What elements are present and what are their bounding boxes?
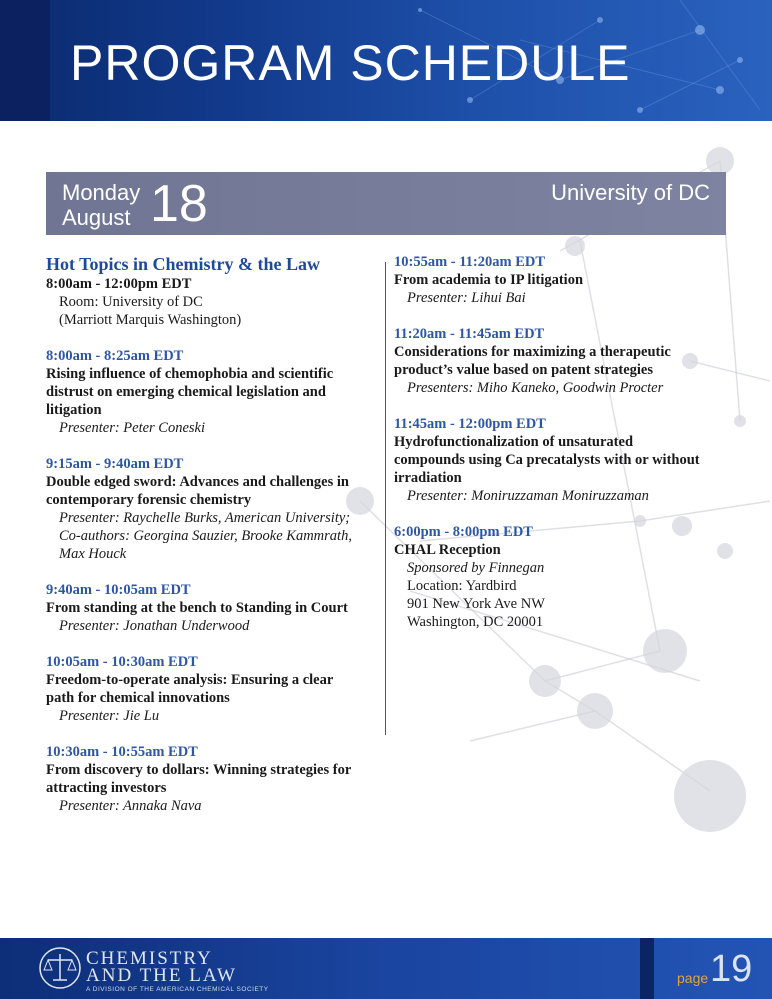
reception-location: Location: Yardbird <box>407 578 517 594</box>
scales-logo-icon <box>38 946 82 990</box>
talk-presenter: Presenter: Jonathan Underwood <box>59 618 250 634</box>
date-month: August <box>62 205 131 230</box>
talk-time: 11:45am - 12:00pm EDT <box>394 416 546 432</box>
talk-presenter: Presenter: Jie Lu <box>59 708 160 724</box>
schedule-right-column <box>394 253 734 631</box>
talk-time: 11:20am - 11:45am EDT <box>394 326 545 342</box>
talk-title: distrust on emerging chemical legislation and <box>46 384 326 400</box>
talk-title: litigation <box>46 402 102 418</box>
talk-presenter: Presenters: Miho Kaneko, Goodwin Procter <box>407 380 664 396</box>
talk-title: Freedom-to-operate analysis: Ensuring a clear <box>46 672 334 688</box>
talk-title: product’s value based on patent strategies <box>394 362 653 378</box>
logo-text-chemistry: CHEMISTRY <box>86 948 213 969</box>
talk-time: 9:15am - 9:40am EDT <box>46 456 184 472</box>
talk-presenter: Max Houck <box>59 546 127 562</box>
reception-sponsor: Sponsored by Finnegan <box>407 560 545 576</box>
talk-time: 10:05am - 10:30am EDT <box>46 654 198 670</box>
talk-presenter: Presenter: Annaka Nava <box>59 798 202 814</box>
talk-item <box>46 347 381 437</box>
talk-title: Considerations for maximizing a therapeutic <box>394 344 671 360</box>
talk-item <box>46 743 381 815</box>
talk-item <box>394 325 734 397</box>
talk-title: attracting investors <box>46 780 167 796</box>
session-time: 8:00am - 12:00pm EDT <box>46 276 192 292</box>
talk-title: irradiation <box>394 470 462 486</box>
page-footer <box>0 938 772 999</box>
reception-item <box>394 523 734 631</box>
talk-presenter: Presenter: Peter Coneski <box>59 420 206 436</box>
talk-title: contemporary forensic chemistry <box>46 492 252 508</box>
schedule-left-column <box>46 253 381 815</box>
date-weekday: Monday <box>62 180 141 205</box>
talk-title: Rising influence of chemophobia and scientific <box>46 366 334 382</box>
date-banner <box>46 172 726 235</box>
page-title: PROGRAM SCHEDULE <box>70 35 631 91</box>
talk-presenter: Presenter: Raychelle Burks, American University; <box>59 510 351 526</box>
talk-title: From discovery to dollars: Winning strategies for <box>46 762 352 778</box>
talk-presenter: Presenter: Lihui Bai <box>407 290 526 306</box>
talk-title: path for chemical innovations <box>46 690 230 706</box>
page-label: page <box>677 970 709 986</box>
talk-item <box>46 581 381 635</box>
talk-item <box>394 415 734 505</box>
session-room-detail: (Marriott Marquis Washington) <box>59 312 242 328</box>
talk-presenter: Co-authors: Georgina Sauzier, Brooke Kammrath, <box>59 528 352 544</box>
talk-time: 10:55am - 11:20am EDT <box>394 254 546 270</box>
session-title: Hot Topics in Chemistry & the Law <box>46 254 321 274</box>
footer-accent-block <box>640 938 654 999</box>
talk-item <box>46 653 381 725</box>
reception-title: CHAL Reception <box>394 542 501 558</box>
talk-item <box>394 253 734 307</box>
logo-text-division: A DIVISION OF THE AMERICAN CHEMICAL SOCIETY <box>86 986 269 993</box>
talk-title: Double edged sword: Advances and challenges in <box>46 474 349 490</box>
talk-title: From academia to IP litigation <box>394 272 584 288</box>
page-number: 19 <box>710 948 753 990</box>
talk-time: 9:40am - 10:05am EDT <box>46 582 191 598</box>
session-room: Room: University of DC <box>59 294 203 310</box>
talk-presenter: Presenter: Moniruzzaman Moniruzzaman <box>407 488 649 504</box>
reception-address-line2: Washington, DC 20001 <box>407 614 544 630</box>
page-header <box>0 0 772 121</box>
venue-name: University of DC <box>551 180 710 205</box>
reception-time: 6:00pm - 8:00pm EDT <box>394 524 533 540</box>
talk-time: 8:00am - 8:25am EDT <box>46 348 184 364</box>
talk-title: compounds using Ca precatalysts with or without <box>394 452 700 468</box>
date-day-number: 18 <box>150 175 208 233</box>
talk-title: Hydrofunctionalization of unsaturated <box>394 434 634 450</box>
talk-title: From standing at the bench to Standing in Court <box>46 600 348 616</box>
column-divider <box>385 262 386 735</box>
reception-address-line1: 901 New York Ave NW <box>407 596 545 612</box>
talk-time: 10:30am - 10:55am EDT <box>46 744 198 760</box>
talk-item <box>46 455 381 563</box>
logo-text-and-the-law: AND THE LAW <box>86 965 237 986</box>
